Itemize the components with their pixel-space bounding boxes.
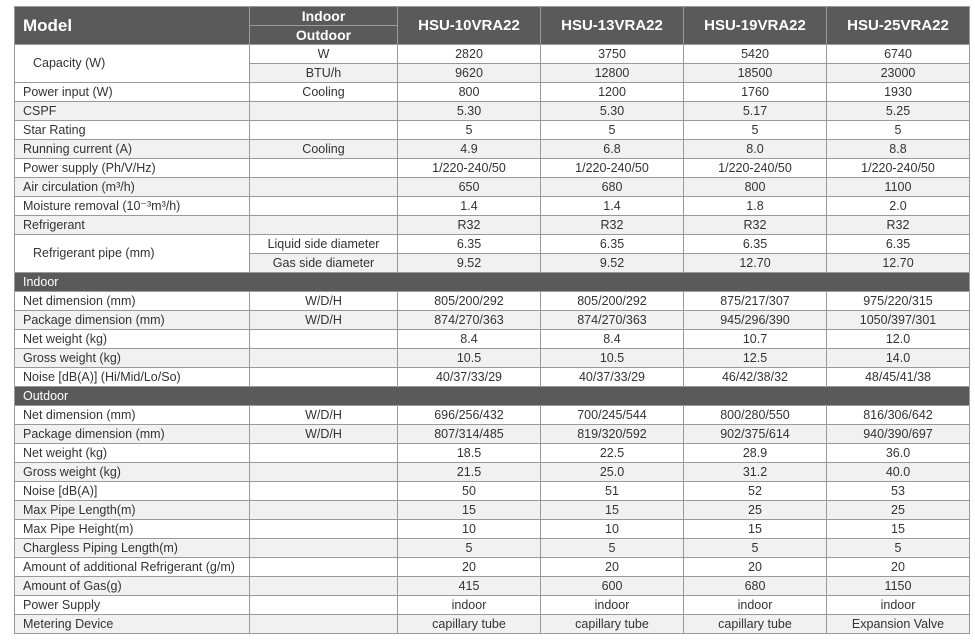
row-value: 680 — [684, 577, 827, 596]
table-row — [15, 121, 970, 140]
table-row — [15, 311, 970, 330]
row-condition: Gas side diameter — [250, 254, 398, 273]
table-row — [15, 482, 970, 501]
row-value: Expansion Valve — [827, 615, 970, 634]
row-label: Metering Device — [15, 615, 250, 634]
row-value: 53 — [827, 482, 970, 501]
row-value: indoor — [827, 596, 970, 615]
row-condition — [250, 539, 398, 558]
row-value: 5.30 — [541, 102, 684, 121]
row-value: 40/37/33/29 — [541, 368, 684, 387]
table-row — [15, 406, 970, 425]
row-label: Amount of additional Refrigerant (g/m) — [15, 558, 250, 577]
row-condition — [250, 615, 398, 634]
row-condition: Cooling — [250, 83, 398, 102]
row-label: Gross weight (kg) — [15, 349, 250, 368]
row-value: 9.52 — [541, 254, 684, 273]
row-value: 415 — [398, 577, 541, 596]
row-value: 8.4 — [398, 330, 541, 349]
row-value: 696/256/432 — [398, 406, 541, 425]
row-value: 5 — [684, 121, 827, 140]
row-value: 800/280/550 — [684, 406, 827, 425]
row-value: 1100 — [827, 178, 970, 197]
row-value: 800 — [684, 178, 827, 197]
row-value: 6.8 — [541, 140, 684, 159]
row-value: 21.5 — [398, 463, 541, 482]
row-value: 46/42/38/32 — [684, 368, 827, 387]
row-value: 5420 — [684, 45, 827, 64]
row-value: 1.4 — [398, 197, 541, 216]
row-value: 1/220-240/50 — [398, 159, 541, 178]
row-label: Power Supply — [15, 596, 250, 615]
row-condition — [250, 463, 398, 482]
row-value: 2820 — [398, 45, 541, 64]
row-label: Air circulation (m³/h) — [15, 178, 250, 197]
row-label: Max Pipe Length(m) — [15, 501, 250, 520]
row-value: 1760 — [684, 83, 827, 102]
spec-body — [15, 7, 970, 634]
header-row-top — [15, 7, 970, 26]
row-value: 8.0 — [684, 140, 827, 159]
row-value: 22.5 — [541, 444, 684, 463]
row-value: R32 — [827, 216, 970, 235]
row-value: capillary tube — [684, 615, 827, 634]
row-condition — [250, 577, 398, 596]
row-value: 1.4 — [541, 197, 684, 216]
row-value: 50 — [398, 482, 541, 501]
row-value: 1/220-240/50 — [827, 159, 970, 178]
row-value: 6.35 — [684, 235, 827, 254]
table-row — [15, 558, 970, 577]
row-value: 20 — [541, 558, 684, 577]
row-label: Package dimension (mm) — [15, 425, 250, 444]
table-row — [15, 615, 970, 634]
row-value: 12.70 — [827, 254, 970, 273]
row-label: Capacity (W) — [15, 45, 250, 83]
row-value: 10 — [398, 520, 541, 539]
row-condition — [250, 349, 398, 368]
row-value: 12.5 — [684, 349, 827, 368]
table-row — [15, 102, 970, 121]
row-value: 6.35 — [398, 235, 541, 254]
row-condition: W/D/H — [250, 292, 398, 311]
row-condition — [250, 197, 398, 216]
row-value: 10.7 — [684, 330, 827, 349]
row-condition — [250, 102, 398, 121]
row-label: CSPF — [15, 102, 250, 121]
row-condition — [250, 444, 398, 463]
row-label: Noise [dB(A)] (Hi/Mid/Lo/So) — [15, 368, 250, 387]
row-value: 816/306/642 — [827, 406, 970, 425]
row-value: 5.17 — [684, 102, 827, 121]
row-value: 23000 — [827, 64, 970, 83]
row-condition: W/D/H — [250, 311, 398, 330]
table-row — [15, 178, 970, 197]
row-value: indoor — [398, 596, 541, 615]
table-row — [15, 159, 970, 178]
row-label: Amount of Gas(g) — [15, 577, 250, 596]
row-condition — [250, 121, 398, 140]
row-value: 15 — [827, 520, 970, 539]
row-value: 819/320/592 — [541, 425, 684, 444]
row-value: 1200 — [541, 83, 684, 102]
table-row — [15, 577, 970, 596]
row-value: 28.9 — [684, 444, 827, 463]
table-row — [15, 596, 970, 615]
row-value: 5 — [398, 539, 541, 558]
table-row — [15, 140, 970, 159]
row-label: Refrigerant pipe (mm) — [15, 235, 250, 273]
row-label: Net dimension (mm) — [15, 406, 250, 425]
row-condition: W — [250, 45, 398, 64]
row-condition — [250, 159, 398, 178]
model-name-2: HSU-13VRA22 — [541, 7, 684, 45]
row-value: 6740 — [827, 45, 970, 64]
row-value: 5 — [827, 121, 970, 140]
row-label: Gross weight (kg) — [15, 463, 250, 482]
table-row — [15, 235, 970, 254]
row-condition — [250, 216, 398, 235]
row-condition — [250, 558, 398, 577]
row-value: 805/200/292 — [398, 292, 541, 311]
row-value: 1/220-240/50 — [541, 159, 684, 178]
row-condition — [250, 178, 398, 197]
row-value: 5 — [398, 121, 541, 140]
row-value: 4.9 — [398, 140, 541, 159]
row-label: Star Rating — [15, 121, 250, 140]
row-value: 874/270/363 — [541, 311, 684, 330]
row-label: Max Pipe Height(m) — [15, 520, 250, 539]
table-row — [15, 463, 970, 482]
table-row — [15, 501, 970, 520]
row-condition: W/D/H — [250, 425, 398, 444]
section-header — [15, 387, 970, 406]
row-value: 10 — [541, 520, 684, 539]
row-value: 2.0 — [827, 197, 970, 216]
row-value: 1930 — [827, 83, 970, 102]
row-value: 6.35 — [827, 235, 970, 254]
row-value: 40.0 — [827, 463, 970, 482]
model-name-3: HSU-19VRA22 — [684, 7, 827, 45]
row-value: R32 — [541, 216, 684, 235]
row-condition — [250, 501, 398, 520]
table-row — [15, 330, 970, 349]
row-value: 945/296/390 — [684, 311, 827, 330]
row-value: 600 — [541, 577, 684, 596]
row-condition — [250, 596, 398, 615]
row-value: 940/390/697 — [827, 425, 970, 444]
table-row — [15, 45, 970, 64]
row-condition: BTU/h — [250, 64, 398, 83]
row-value: 5 — [541, 539, 684, 558]
row-value: 12.70 — [684, 254, 827, 273]
row-value: 10.5 — [541, 349, 684, 368]
row-value: 40/37/33/29 — [398, 368, 541, 387]
table-row — [15, 539, 970, 558]
row-condition — [250, 330, 398, 349]
model-name-1: HSU-10VRA22 — [398, 7, 541, 45]
row-value: R32 — [398, 216, 541, 235]
row-label: Net dimension (mm) — [15, 292, 250, 311]
row-value: 975/220/315 — [827, 292, 970, 311]
row-value: 5 — [684, 539, 827, 558]
row-value: 5.30 — [398, 102, 541, 121]
model-label: Model — [15, 7, 250, 45]
row-value: 805/200/292 — [541, 292, 684, 311]
row-label: Moisture removal (10⁻³m³/h) — [15, 197, 250, 216]
row-value: 3750 — [541, 45, 684, 64]
outdoor-label: Outdoor — [250, 26, 398, 45]
row-condition: Cooling — [250, 140, 398, 159]
row-value: 875/217/307 — [684, 292, 827, 311]
row-value: 874/270/363 — [398, 311, 541, 330]
row-value: 1150 — [827, 577, 970, 596]
row-condition: W/D/H — [250, 406, 398, 425]
row-value: 5.25 — [827, 102, 970, 121]
table-row — [15, 197, 970, 216]
row-value: 902/375/614 — [684, 425, 827, 444]
row-value: 6.35 — [541, 235, 684, 254]
row-condition — [250, 520, 398, 539]
section-header — [15, 273, 970, 292]
row-value: 20 — [827, 558, 970, 577]
table-row — [15, 520, 970, 539]
row-value: 8.4 — [541, 330, 684, 349]
table-row — [15, 368, 970, 387]
row-value: 18.5 — [398, 444, 541, 463]
row-value: 9620 — [398, 64, 541, 83]
row-value: indoor — [684, 596, 827, 615]
row-value: 20 — [398, 558, 541, 577]
row-value: 25.0 — [541, 463, 684, 482]
outdoor-section-title: Outdoor — [15, 387, 970, 406]
row-value: 5 — [541, 121, 684, 140]
row-condition — [250, 482, 398, 501]
row-value: 650 — [398, 178, 541, 197]
row-value: 48/45/41/38 — [827, 368, 970, 387]
row-label: Net weight (kg) — [15, 330, 250, 349]
row-value: 15 — [541, 501, 684, 520]
row-label: Chargless Piping Length(m) — [15, 539, 250, 558]
row-value: indoor — [541, 596, 684, 615]
row-value: 25 — [827, 501, 970, 520]
table-row — [15, 349, 970, 368]
model-name-4: HSU-25VRA22 — [827, 7, 970, 45]
row-value: 807/314/485 — [398, 425, 541, 444]
table-row — [15, 444, 970, 463]
row-value: 700/245/544 — [541, 406, 684, 425]
table-row — [15, 292, 970, 311]
row-value: 5 — [827, 539, 970, 558]
table-row — [15, 425, 970, 444]
row-value: 52 — [684, 482, 827, 501]
row-value: 15 — [684, 520, 827, 539]
row-label: Power supply (Ph/V/Hz) — [15, 159, 250, 178]
row-value: capillary tube — [541, 615, 684, 634]
row-value: 12800 — [541, 64, 684, 83]
row-value: 36.0 — [827, 444, 970, 463]
row-value: 51 — [541, 482, 684, 501]
row-value: R32 — [684, 216, 827, 235]
indoor-label: Indoor — [250, 7, 398, 26]
row-value: 1.8 — [684, 197, 827, 216]
row-value: 8.8 — [827, 140, 970, 159]
row-value: 25 — [684, 501, 827, 520]
row-label: Running current (A) — [15, 140, 250, 159]
row-value: 9.52 — [398, 254, 541, 273]
row-value: 800 — [398, 83, 541, 102]
row-value: 10.5 — [398, 349, 541, 368]
row-label: Package dimension (mm) — [15, 311, 250, 330]
table-row — [15, 216, 970, 235]
row-value: capillary tube — [398, 615, 541, 634]
row-label: Net weight (kg) — [15, 444, 250, 463]
row-label: Noise [dB(A)] — [15, 482, 250, 501]
table-row — [15, 83, 970, 102]
row-value: 15 — [398, 501, 541, 520]
row-value: 31.2 — [684, 463, 827, 482]
row-value: 20 — [684, 558, 827, 577]
row-condition — [250, 368, 398, 387]
row-label: Power input (W) — [15, 83, 250, 102]
row-value: 1/220-240/50 — [684, 159, 827, 178]
row-value: 14.0 — [827, 349, 970, 368]
spec-table — [14, 6, 970, 634]
row-value: 12.0 — [827, 330, 970, 349]
row-value: 18500 — [684, 64, 827, 83]
row-value: 1050/397/301 — [827, 311, 970, 330]
indoor-section-title: Indoor — [15, 273, 970, 292]
row-label: Refrigerant — [15, 216, 250, 235]
row-condition: Liquid side diameter — [250, 235, 398, 254]
row-value: 680 — [541, 178, 684, 197]
